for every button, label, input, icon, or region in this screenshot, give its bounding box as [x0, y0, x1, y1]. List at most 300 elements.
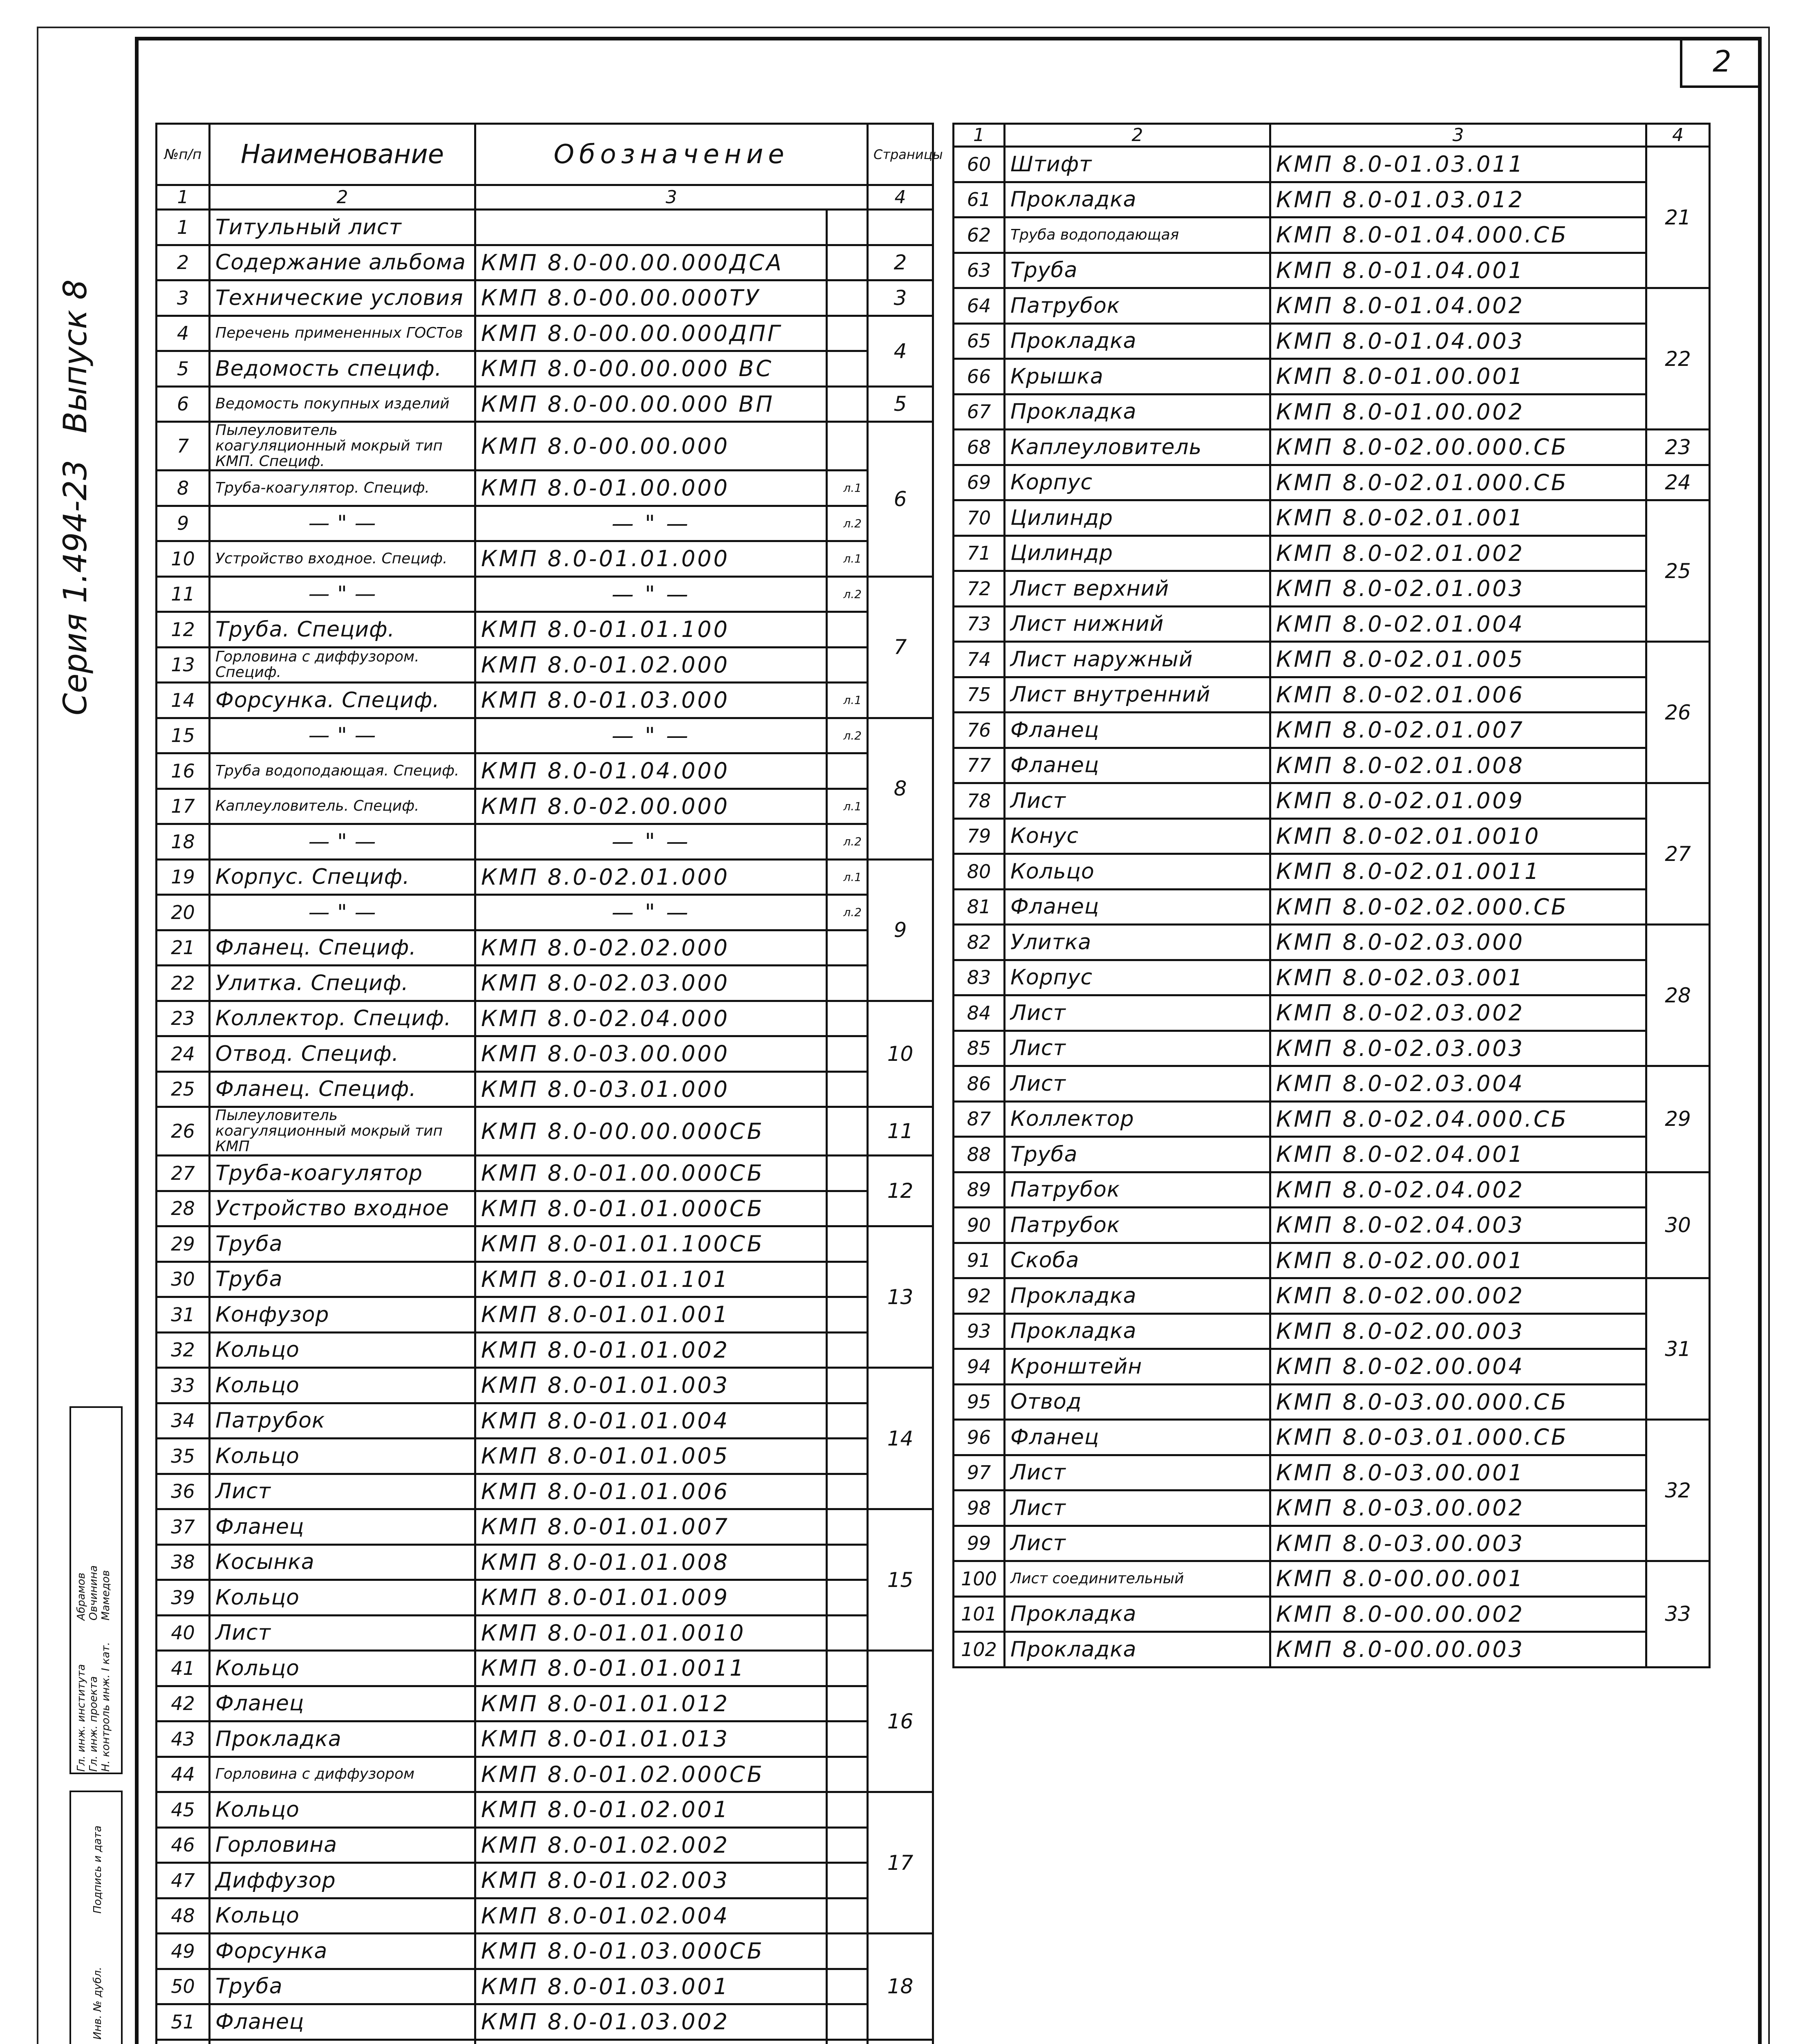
- row-number: 84: [954, 995, 1005, 1031]
- row-number: 73: [954, 606, 1005, 642]
- row-number: 64: [954, 288, 1005, 324]
- row-code: КМП 8.0-01.03.002: [475, 2004, 827, 2040]
- table-row: [157, 1651, 933, 1686]
- row-number: 101: [954, 1596, 1005, 1632]
- table-row: [954, 394, 1710, 430]
- row-number: 36: [157, 1474, 210, 1509]
- table-row: [157, 1509, 933, 1545]
- row-code: КМП 8.0-01.04.000.СБ: [1270, 217, 1646, 253]
- table-row: [157, 1036, 933, 1072]
- row-number: 65: [954, 323, 1005, 359]
- table-row: [157, 1226, 933, 1262]
- row-name: Труба водоподающая: [1005, 217, 1270, 253]
- table-index-row: [954, 124, 1710, 147]
- row-code: — " —: [475, 895, 827, 930]
- table-row: [954, 1278, 1710, 1314]
- row-code: КМП 8.0-02.01.0010: [1270, 818, 1646, 854]
- row-number: 95: [954, 1384, 1005, 1420]
- row-number: 44: [157, 1757, 210, 1792]
- row-number: 76: [954, 713, 1005, 748]
- row-number: 4: [157, 316, 210, 351]
- table-header-row: [157, 124, 933, 185]
- table-row: [157, 245, 933, 280]
- series-code: Серия 1.494-23: [57, 459, 94, 715]
- row-page: 12: [868, 1156, 933, 1226]
- row-number: 2: [157, 245, 210, 280]
- row-page: 14: [868, 1368, 933, 1509]
- table-row: [954, 1596, 1710, 1632]
- row-number: 72: [954, 571, 1005, 607]
- row-name: Корпус: [1005, 960, 1270, 995]
- row-name: Труба: [210, 1226, 475, 1262]
- row-sheet: [827, 1934, 868, 1969]
- table-row: [157, 824, 933, 860]
- row-code: КМП 8.0-02.01.006: [1270, 677, 1646, 713]
- stamp-name: Абрамов: [75, 1572, 87, 1620]
- table-row: [954, 1243, 1710, 1278]
- row-code: КМП 8.0-01.02.000СБ: [475, 1757, 827, 1792]
- row-name: Лист наружный: [1005, 642, 1270, 677]
- row-number: 77: [954, 748, 1005, 783]
- table-row: [954, 536, 1710, 571]
- row-code: КМП 8.0-01.03.012: [1270, 182, 1646, 217]
- row-name: Отвод: [1005, 1384, 1270, 1420]
- row-name: [210, 2040, 475, 2044]
- header-code: Обозначение: [475, 124, 868, 185]
- row-number: 45: [157, 1792, 210, 1828]
- row-code: КМП 8.0-01.02.002: [475, 1827, 827, 1863]
- row-sheet: [827, 1651, 868, 1686]
- row-number: [157, 2040, 210, 2044]
- row-name: Труба: [210, 1262, 475, 1297]
- row-code: КМП 8.0-03.01.000.СБ: [1270, 1420, 1646, 1455]
- index-4: 4: [868, 185, 933, 210]
- row-page: 13: [868, 1226, 933, 1368]
- row-code: КМП 8.0-02.01.000: [475, 859, 827, 895]
- table-row: [157, 789, 933, 824]
- row-code: КМП 8.0-02.03.003: [1270, 1031, 1646, 1066]
- row-name: Лист: [210, 1474, 475, 1509]
- row-name: — " —: [210, 718, 475, 753]
- row-code: КМП 8.0-01.02.000: [475, 647, 827, 683]
- row-number: 39: [157, 1580, 210, 1616]
- row-name: Фланец: [210, 2004, 475, 2040]
- table-row: [954, 1490, 1710, 1526]
- row-sheet: [827, 1403, 868, 1439]
- header-num: №п/п: [157, 124, 210, 185]
- row-number: 29: [157, 1226, 210, 1262]
- row-number: 14: [157, 683, 210, 718]
- row-name: Прокладка: [1005, 1313, 1270, 1349]
- row-code: КМП 8.0-02.01.009: [1270, 783, 1646, 819]
- row-name: Фланец: [210, 1686, 475, 1721]
- stamp-role: Гл. инж. проекта: [87, 1676, 100, 1772]
- row-name: Труба: [210, 1969, 475, 2004]
- header-name: Наименование: [210, 124, 475, 185]
- row-name: Лист: [1005, 995, 1270, 1031]
- row-code: КМП 8.0-01.04.002: [1270, 288, 1646, 324]
- table-row: [954, 1208, 1710, 1243]
- row-code: КМП 8.0-01.01.006: [475, 1474, 827, 1509]
- row-name: Лист верхний: [1005, 571, 1270, 607]
- row-name: Фланец: [1005, 748, 1270, 783]
- table-row: [954, 430, 1710, 465]
- row-number: 69: [954, 465, 1005, 500]
- table-row: [954, 889, 1710, 925]
- row-name: Труба. Специф.: [210, 612, 475, 648]
- row-name: Улитка: [1005, 925, 1270, 960]
- row-code: КМП 8.0-01.01.005: [475, 1439, 827, 1474]
- table-row: [157, 351, 933, 387]
- row-name: — " —: [210, 895, 475, 930]
- row-number: 61: [954, 182, 1005, 217]
- row-code: КМП 8.0-02.00.002: [1270, 1278, 1646, 1314]
- row-name: Патрубок: [210, 1403, 475, 1439]
- row-code: КМП 8.0-01.02.003: [475, 1863, 827, 1898]
- table-row: [157, 1262, 933, 1297]
- table-row: [954, 253, 1710, 288]
- row-code: КМП 8.0-01.00.002: [1270, 394, 1646, 430]
- row-sheet: [827, 422, 868, 471]
- row-code: КМП 8.0-01.01.000: [475, 541, 827, 577]
- row-code: КМП 8.0-02.00.004: [1270, 1349, 1646, 1385]
- row-sheet: [827, 1898, 868, 1934]
- row-code: КМП 8.0-01.01.0010: [475, 1615, 827, 1651]
- row-name: Кольцо: [210, 1651, 475, 1686]
- row-sheet: л.2: [827, 576, 868, 612]
- row-code: КМП 8.0-01.01.100: [475, 612, 827, 648]
- row-name: Устройство входное: [210, 1191, 475, 1226]
- row-code: КМП 8.0-01.04.001: [1270, 253, 1646, 288]
- table-row: [954, 606, 1710, 642]
- row-code: КМП 8.0-01.01.100СБ: [475, 1226, 827, 1262]
- row-sheet: [827, 316, 868, 351]
- table-row: [954, 960, 1710, 995]
- row-number: 51: [157, 2004, 210, 2040]
- row-page: 18: [868, 1934, 933, 2040]
- index-3: 3: [475, 185, 868, 210]
- row-sheet: [827, 280, 868, 316]
- row-code: КМП 8.0-02.03.000: [475, 966, 827, 1001]
- table-row: [157, 471, 933, 506]
- row-name: Лист: [1005, 783, 1270, 819]
- table-row: [954, 677, 1710, 713]
- table-row: [157, 1827, 933, 1863]
- row-code: — " —: [475, 718, 827, 753]
- row-sheet: [827, 2040, 868, 2044]
- row-number: 8: [157, 471, 210, 506]
- stamp-field: Инв. № дубл.: [92, 1967, 104, 2040]
- row-page: 23: [1646, 430, 1710, 465]
- table-row: [954, 323, 1710, 359]
- row-code: КМП 8.0-02.01.0011: [1270, 854, 1646, 890]
- table-row: [954, 359, 1710, 394]
- row-sheet: [827, 1509, 868, 1545]
- row-number: 15: [157, 718, 210, 753]
- row-sheet: [827, 1439, 868, 1474]
- row-sheet: [827, 966, 868, 1001]
- row-code: [475, 210, 827, 245]
- index-4: 4: [1646, 124, 1710, 147]
- row-page: 9: [868, 859, 933, 1001]
- table-row: [157, 1368, 933, 1403]
- row-name: Ведомость специф.: [210, 351, 475, 387]
- row-code: — " —: [475, 506, 827, 541]
- row-code: КМП 8.0-01.01.101: [475, 1262, 827, 1297]
- row-number: 49: [157, 1934, 210, 1969]
- row-sheet: [827, 1001, 868, 1036]
- row-page: 21: [1646, 147, 1710, 288]
- row-name: Корпус. Специф.: [210, 859, 475, 895]
- row-code: КМП 8.0-01.01.009: [475, 1580, 827, 1616]
- row-code: КМП 8.0-01.01.001: [475, 1297, 827, 1333]
- row-name: Пылеуловитель коагуляционный мокрый тип КМП. Специф.: [210, 422, 475, 471]
- row-name: Кольцо: [210, 1580, 475, 1616]
- table-row: [954, 465, 1710, 500]
- row-number: 37: [157, 1509, 210, 1545]
- table-row: [157, 647, 933, 683]
- row-name: Лист: [1005, 1490, 1270, 1526]
- row-number: 27: [157, 1156, 210, 1191]
- row-number: 74: [954, 642, 1005, 677]
- row-number: 41: [157, 1651, 210, 1686]
- row-name: Лист соединительный: [1005, 1561, 1270, 1597]
- row-code: КМП 8.0-02.02.000: [475, 930, 827, 966]
- table-row: [157, 1474, 933, 1509]
- table-row: [157, 280, 933, 316]
- row-name: Форсунка: [210, 1934, 475, 1969]
- page-number: 2: [1680, 37, 1762, 88]
- row-code: КМП 8.0-00.00.000СБ: [475, 1107, 827, 1156]
- row-number: 90: [954, 1208, 1005, 1243]
- row-name: Лист: [1005, 1066, 1270, 1102]
- stamp-name: Мамедов: [100, 1570, 112, 1620]
- row-code: КМП 8.0-02.01.001: [1270, 500, 1646, 536]
- row-number: 34: [157, 1403, 210, 1439]
- table-row: [157, 1191, 933, 1226]
- row-name: Труба: [1005, 253, 1270, 288]
- table-row: [954, 1031, 1710, 1066]
- row-name: Лист: [1005, 1455, 1270, 1490]
- table-row: [157, 966, 933, 1001]
- row-name: — " —: [210, 824, 475, 860]
- row-sheet: [827, 1332, 868, 1368]
- row-name: Труба: [1005, 1137, 1270, 1172]
- row-name: Труба-коагулятор: [210, 1156, 475, 1191]
- row-code: КМП 8.0-02.01.008: [1270, 748, 1646, 783]
- row-number: 6: [157, 386, 210, 422]
- table-row: [954, 1066, 1710, 1102]
- table-row: [157, 316, 933, 351]
- row-name: Патрубок: [1005, 1208, 1270, 1243]
- row-sheet: л.1: [827, 683, 868, 718]
- table-row: [157, 1898, 933, 1934]
- index-1: 1: [157, 185, 210, 210]
- table-row: [157, 1863, 933, 1898]
- row-name: Коллектор. Специф.: [210, 1001, 475, 1036]
- row-name: Труба водоподающая. Специф.: [210, 753, 475, 789]
- row-number: 102: [954, 1632, 1005, 1667]
- row-name: Титульный лист: [210, 210, 475, 245]
- row-page: 7: [868, 576, 933, 718]
- table-row: [157, 859, 933, 895]
- series-label: [57, 279, 94, 715]
- row-code: КМП 8.0-02.04.003: [1270, 1208, 1646, 1243]
- row-number: 1: [157, 210, 210, 245]
- table-row: [157, 1071, 933, 1107]
- row-name: Устройство входное. Специф.: [210, 541, 475, 577]
- row-sheet: [827, 1191, 868, 1226]
- row-code: КМП 8.0-03.00.003: [1270, 1526, 1646, 1561]
- table-row: [157, 1403, 933, 1439]
- row-number: 30: [157, 1262, 210, 1297]
- table-row: [157, 1721, 933, 1757]
- table-row: [954, 925, 1710, 960]
- row-name: — " —: [210, 506, 475, 541]
- row-sheet: [827, 2004, 868, 2040]
- row-sheet: л.2: [827, 718, 868, 753]
- row-code: КМП 8.0-01.00.000СБ: [475, 1156, 827, 1191]
- row-number: 21: [157, 930, 210, 966]
- table-row: [157, 1686, 933, 1721]
- row-number: 28: [157, 1191, 210, 1226]
- row-number: 88: [954, 1137, 1005, 1172]
- row-sheet: [827, 1721, 868, 1757]
- row-code: КМП 8.0-02.00.003: [1270, 1313, 1646, 1349]
- table-row: [157, 1757, 933, 1792]
- row-code: КМП 8.0-00.00.000 ВС: [475, 351, 827, 387]
- table-row: [157, 612, 933, 648]
- row-number: 87: [954, 1101, 1005, 1137]
- table-index-row: [157, 185, 933, 210]
- row-code: КМП 8.0-01.01.007: [475, 1509, 827, 1545]
- row-sheet: л.2: [827, 824, 868, 860]
- inventory-stamp: [69, 1791, 123, 2044]
- row-name: Улитка. Специф.: [210, 966, 475, 1001]
- row-name: Прокладка: [1005, 1278, 1270, 1314]
- row-number: 38: [157, 1544, 210, 1580]
- row-page: 26: [1646, 642, 1710, 783]
- row-page: 4: [868, 316, 933, 386]
- row-sheet: [827, 1107, 868, 1156]
- table-row: [954, 1561, 1710, 1597]
- row-number: 24: [157, 1036, 210, 1072]
- row-sheet: л.1: [827, 789, 868, 824]
- row-page: 17: [868, 1792, 933, 1934]
- row-name: Кольцо: [210, 1368, 475, 1403]
- row-name: Прокладка: [1005, 394, 1270, 430]
- row-number: 25: [157, 1071, 210, 1107]
- row-code: КМП 8.0-01.01.002: [475, 1332, 827, 1368]
- row-code: КМП 8.0-02.00.000.СБ: [1270, 430, 1646, 465]
- row-number: 22: [157, 966, 210, 1001]
- row-sheet: [827, 210, 868, 245]
- table-row: [157, 930, 933, 966]
- row-number: 96: [954, 1420, 1005, 1455]
- row-number: 85: [954, 1031, 1005, 1066]
- contents-table-right: [952, 123, 1711, 1668]
- table-row: [157, 2040, 933, 2044]
- row-number: 92: [954, 1278, 1005, 1314]
- row-code: КМП 8.0-02.03.002: [1270, 995, 1646, 1031]
- row-code: КМП 8.0-01.02.004: [475, 1898, 827, 1934]
- row-name: Лист: [210, 1615, 475, 1651]
- row-name: Пылеуловитель коагуляционный мокрый тип КМП: [210, 1107, 475, 1156]
- row-name: Конус: [1005, 818, 1270, 854]
- table-row: [157, 1156, 933, 1191]
- table-row: [954, 1172, 1710, 1208]
- table-row: [157, 1439, 933, 1474]
- row-name: Отвод. Специф.: [210, 1036, 475, 1072]
- table-row: [157, 386, 933, 422]
- row-number: 82: [954, 925, 1005, 960]
- table-row: [157, 1934, 933, 1969]
- row-sheet: [827, 1863, 868, 1898]
- row-code: КМП 8.0-02.00.001: [1270, 1243, 1646, 1278]
- row-name: Кольцо: [210, 1898, 475, 1934]
- table-row: [954, 818, 1710, 854]
- row-number: 99: [954, 1526, 1005, 1561]
- row-number: 19: [157, 859, 210, 895]
- row-number: 7: [157, 422, 210, 471]
- row-name: Патрубок: [1005, 288, 1270, 324]
- row-page: 27: [1646, 783, 1710, 925]
- table-row: [954, 217, 1710, 253]
- row-code: КМП 8.0-03.00.000: [475, 1036, 827, 1072]
- table-row: [157, 1580, 933, 1616]
- row-number: 10: [157, 541, 210, 577]
- row-name: Ведомость покупных изделий: [210, 386, 475, 422]
- row-sheet: л.1: [827, 541, 868, 577]
- row-code: КМП 8.0-01.04.000: [475, 753, 827, 789]
- row-name: Косынка: [210, 1544, 475, 1580]
- table-row: [157, 1615, 933, 1651]
- row-number: 43: [157, 1721, 210, 1757]
- row-code: КМП 8.0-02.04.000: [475, 1001, 827, 1036]
- table-row: [157, 506, 933, 541]
- row-code: КМП 8.0-00.00.000ДСА: [475, 245, 827, 280]
- index-3: 3: [1270, 124, 1646, 147]
- row-name: Кольцо: [210, 1439, 475, 1474]
- row-number: 20: [157, 895, 210, 930]
- row-name: Технические условия: [210, 280, 475, 316]
- table-row: [157, 895, 933, 930]
- table-row: [157, 1297, 933, 1333]
- table-row: [954, 1384, 1710, 1420]
- row-page: 28: [1646, 925, 1710, 1066]
- row-name: Фланец: [1005, 713, 1270, 748]
- row-number: 89: [954, 1172, 1005, 1208]
- row-page: [868, 2040, 933, 2044]
- row-code: КМП 8.0-01.03.011: [1270, 147, 1646, 182]
- row-name: Конфузор: [210, 1297, 475, 1333]
- row-name: Каплеуловитель: [1005, 430, 1270, 465]
- table-row: [157, 753, 933, 789]
- row-name: Кольцо: [210, 1792, 475, 1828]
- table-row: [157, 1792, 933, 1828]
- row-name: Горловина: [210, 1827, 475, 1863]
- row-number: 79: [954, 818, 1005, 854]
- row-number: 48: [157, 1898, 210, 1934]
- row-number: 81: [954, 889, 1005, 925]
- table-row: [954, 1632, 1710, 1667]
- table-row: [954, 1349, 1710, 1385]
- index-1: 1: [954, 124, 1005, 147]
- row-number: 94: [954, 1349, 1005, 1385]
- row-sheet: [827, 753, 868, 789]
- row-code: КМП 8.0-01.01.012: [475, 1686, 827, 1721]
- row-sheet: [827, 1580, 868, 1616]
